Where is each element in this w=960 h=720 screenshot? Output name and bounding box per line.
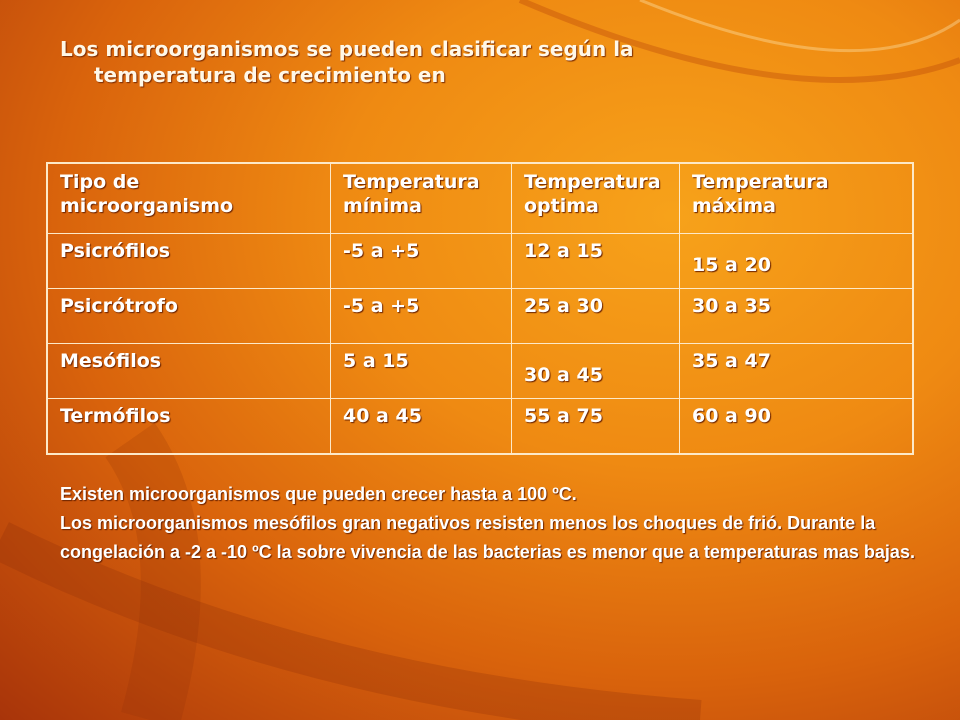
slide-heading	[60, 36, 880, 88]
header-max: Temperatura máxima	[680, 163, 914, 234]
cell-opt: 25 a 30	[512, 289, 680, 344]
cell-tipo: Psicrótrofo	[47, 289, 331, 344]
cell-opt: 12 a 15	[512, 234, 680, 289]
cell-tipo: Mesófilos	[47, 344, 331, 399]
cell-opt: 55 a 75	[512, 399, 680, 455]
cell-max: 15 a 20	[692, 254, 771, 276]
cell-opt: 30 a 45	[524, 364, 603, 386]
cell-min: -5 a +5	[331, 234, 512, 289]
cell-max: 60 a 90	[680, 399, 914, 455]
footer-paragraph-1: Existen microorganismos que pueden crecer hasta a 100 ºC.	[60, 484, 577, 504]
cell-min: 5 a 15	[331, 344, 512, 399]
temperature-table	[46, 162, 914, 455]
cell-tipo: Psicrófilos	[47, 234, 331, 289]
cell-max: 35 a 47	[680, 344, 914, 399]
table-row	[47, 344, 913, 399]
header-opt: Temperatura optima	[512, 163, 680, 234]
table-row	[47, 289, 913, 344]
cell-max: 30 a 35	[680, 289, 914, 344]
table-row	[47, 234, 913, 289]
heading-line-1: Los microorganismos se pueden clasificar según la	[60, 37, 634, 61]
table-row	[47, 399, 913, 455]
cell-min: -5 a +5	[331, 289, 512, 344]
header-min: Temperatura mínima	[331, 163, 512, 234]
footer-paragraph-2: Los microorganismos mesófilos gran negativos resisten menos los choques de frió. Durante la congelación a -2 a -10 ºC la sobre vivencia de las bacterias es menor que a temperaturas mas bajas.	[60, 513, 915, 562]
cell-tipo: Termófilos	[47, 399, 331, 455]
table-header-row	[47, 163, 913, 234]
header-tipo: Tipo de microorganismo	[47, 163, 331, 234]
footer-text	[60, 480, 920, 567]
cell-min: 40 a 45	[331, 399, 512, 455]
heading-line-2: temperatura de crecimiento en	[94, 63, 446, 87]
